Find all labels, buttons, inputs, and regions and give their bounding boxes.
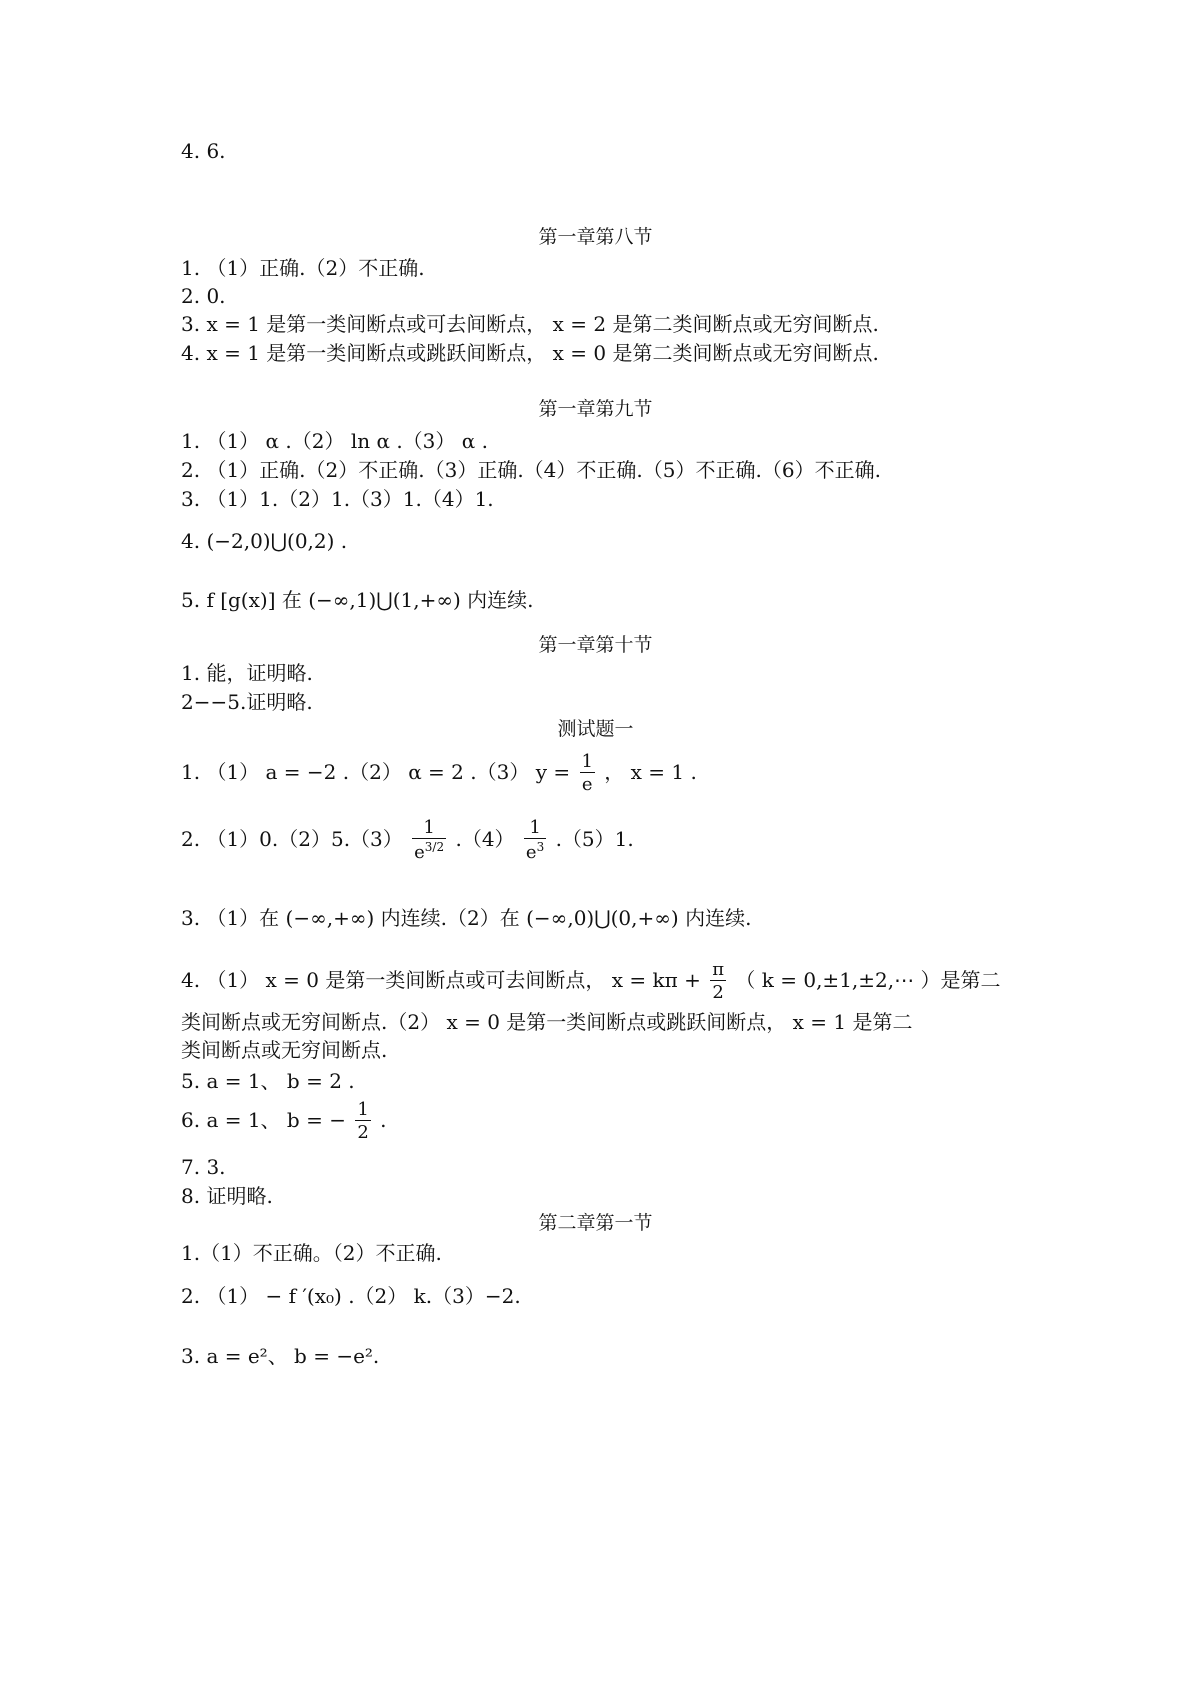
answer-line [181, 818, 634, 863]
answer-line: 4. x = 1 是第一类间断点或跳跃间断点， x = 0 是第二类间断点或无穷间断点. [181, 341, 879, 365]
answer-text: .（4） [455, 827, 515, 852]
answer-text: 4. （1） x = 0 是第一类间断点或可去间断点， x = kπ + [181, 968, 701, 993]
answer-line: 5. f [g(x)] 在 (−∞,1)⋃(1,+∞) 内连续. [181, 588, 534, 612]
answer-text: 1. （1） a = −2 .（2） α = 2 .（3） y = [181, 760, 571, 785]
answer-line: 7. 3. [181, 1155, 226, 1179]
exponent: 3/2 [424, 839, 445, 854]
fraction-denominator: 2 [357, 1121, 369, 1143]
fraction-denominator: e [581, 773, 593, 795]
answer-line: 4. 6. [181, 139, 226, 163]
answer-line: 8. 证明略. [181, 1184, 273, 1208]
answer-line: 3. x = 1 是第一类间断点或可去间断点， x = 2 是第二类间断点或无穷间断点. [181, 312, 879, 336]
answer-text: .（5）1. [555, 827, 634, 852]
fraction-denominator: $e^{3/2}$ [414, 839, 445, 863]
answer-text: 6. a = 1、 b = − [181, 1108, 346, 1133]
answer-line: 2. （1） − f ′(x₀) .（2） k.（3）−2. [181, 1284, 521, 1308]
fraction [710, 960, 726, 1003]
answer-line: 2. （1）正确.（2）不正确.（3）正确.（4）不正确.（5）不正确.（6）不正确. [181, 458, 881, 482]
answer-line: 3. （1）1.（2）1.（3）1.（4）1. [181, 487, 494, 511]
answer-text: ， x = 1 . [604, 760, 697, 785]
answer-line: 1. （1） α .（2） ln α .（3） α . [181, 429, 488, 453]
answer-line: 1.（1）不正确。（2）不正确. [181, 1241, 442, 1265]
answer-line: 2−−5.证明略. [181, 690, 313, 714]
fraction [524, 818, 546, 863]
section-heading: 第一章第十节 [538, 634, 653, 656]
fraction [579, 752, 594, 795]
answer-line: 1. （1）正确.（2）不正确. [181, 256, 425, 280]
answer-line: 类间断点或无穷间断点. [181, 1038, 388, 1062]
section-heading: 第二章第一节 [538, 1212, 653, 1234]
answer-line: 类间断点或无穷间断点.（2） x = 0 是第一类间断点或跳跃间断点， x = 1 是第二 [181, 1010, 913, 1034]
fraction-denominator: 2 [712, 981, 724, 1003]
answer-text: 2. （1）0.（2）5.（3） [181, 827, 403, 852]
exponent: 3 [536, 839, 545, 854]
fraction-denominator: $e^3$ [525, 839, 545, 863]
fraction-numerator: 1 [357, 1099, 369, 1120]
answer-line: 5. a = 1、 b = 2 . [181, 1069, 355, 1093]
answer-line [181, 1100, 386, 1143]
fraction [355, 1100, 370, 1143]
answer-line: 2. 0. [181, 284, 226, 308]
answer-line: 3. （1）在 (−∞,+∞) 内连续.（2）在 (−∞,0)⋃(0,+∞) 内连续. [181, 906, 752, 930]
section-heading: 测试题一 [557, 718, 634, 740]
section-heading: 第一章第八节 [538, 226, 653, 248]
fraction-numerator: π [712, 959, 725, 980]
answer-text: （ k = 0,±1,±2,⋯ ）是第二 [735, 968, 1001, 993]
fraction-numerator: 1 [581, 751, 593, 772]
answer-line [181, 960, 1000, 1003]
fraction [412, 818, 446, 863]
answer-line: 3. a = e²、 b = −e². [181, 1344, 380, 1368]
fraction-numerator: 1 [529, 817, 541, 838]
fraction-numerator: 1 [423, 817, 435, 838]
section-heading: 第一章第九节 [538, 398, 653, 420]
answer-text: . [380, 1108, 387, 1133]
answer-line: 4. (−2,0)⋃(0,2) . [181, 529, 348, 553]
answer-line [181, 752, 697, 795]
answer-line: 1. 能，证明略. [181, 661, 313, 685]
